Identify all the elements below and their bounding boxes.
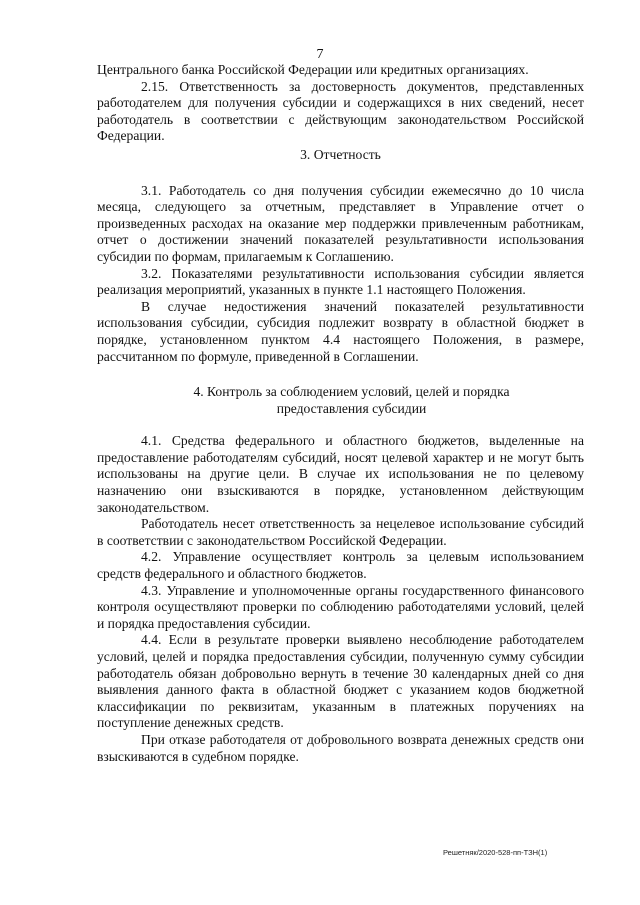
paragraph-4-3: 4.3. Управление и уполномоченные органы государственного финансового контроля осуществляют проверки по соблюдению работодателями условий, целей и порядка предоставления субсидии. <box>97 582 584 631</box>
paragraph-3-2-continued: В случае недостижения значений показателей результативности использования субсидии, субсидия подлежит возврату в областной бюджет в порядке, установленном пунктом 4.4 настоящего Положения, в размере, рассчитанном по формуле, приведенной в Соглашении. <box>97 298 584 364</box>
paragraph-4-1: 4.1. Средства федерального и областного бюджетов, выделенные на предоставление работодателям субсидий, носят целевой характер и не могут быть использованы на другие цели. В случае их использования не по целевому назначению они взыскиваются в порядке, установленном действующим законодательством. <box>97 433 584 515</box>
section-heading-4-line-1: 4. Контроль за соблюдением условий, целей и порядка <box>193 384 510 400</box>
paragraph-4-1-continued: Работодатель несет ответственность за нецелевое использование субсидий в соответствии с законодательством Российской Федерации. <box>97 516 584 548</box>
paragraph-4-4-continued: При отказе работодателя от добровольного возврата денежных средств они взыскиваются в судебном порядке. <box>97 731 584 764</box>
paragraph-continuation: Центрального банка Российской Федерации или кредитных организациях. <box>97 62 529 77</box>
paragraph-3-1: 3.1. Работодатель со дня получения субсидии ежемесячно до 10 числа месяца, следующего за отчетным, представляет в Управление отчет о произведенных расходах на оказание мер поддержки привлеченным работникам, отчет о достижении значений показателей результативности использования субсидии по формам, прилагаемым к Соглашению. <box>97 182 584 264</box>
paragraph-2-15: 2.15. Ответственность за достоверность документов, представленных работодателем для получения субсидии и содержащихся в них сведений, несет работодатель в соответствии с действующим законодательством Российской Федерации. <box>97 78 584 144</box>
page-number: 7 <box>316 47 324 62</box>
paragraph-4-4: 4.4. Если в результате проверки выявлено несоблюдение работодателем условий, целей и порядка предоставления субсидии, полученную сумму субсидии работодатель обязан добровольно вернуть в течение 30 календарных дней со дня выявления данного факта в областной бюджет с указанием кодов бюджетной классификации по реквизитам, указанным в платежных поручениях на поступление денежных средств. <box>97 632 584 731</box>
paragraph-3-2: 3.2. Показателями результативности использования субсидии является реализация мероприятий, указанных в пункте 1.1 настоящего Положения. <box>97 265 584 298</box>
paragraph-4-2: 4.2. Управление осуществляет контроль за целевым использованием средств федерального и областного бюджетов. <box>97 549 584 582</box>
document-body <box>97 62 584 765</box>
document-code-footer: Решетняк/2020-528-пп-ТЗН(1) <box>443 848 548 857</box>
section-heading-3: 3. Отчетность <box>300 146 381 162</box>
section-heading-4-line-2: предоставления субсидии <box>276 400 427 416</box>
section-heading-4 <box>97 384 584 417</box>
